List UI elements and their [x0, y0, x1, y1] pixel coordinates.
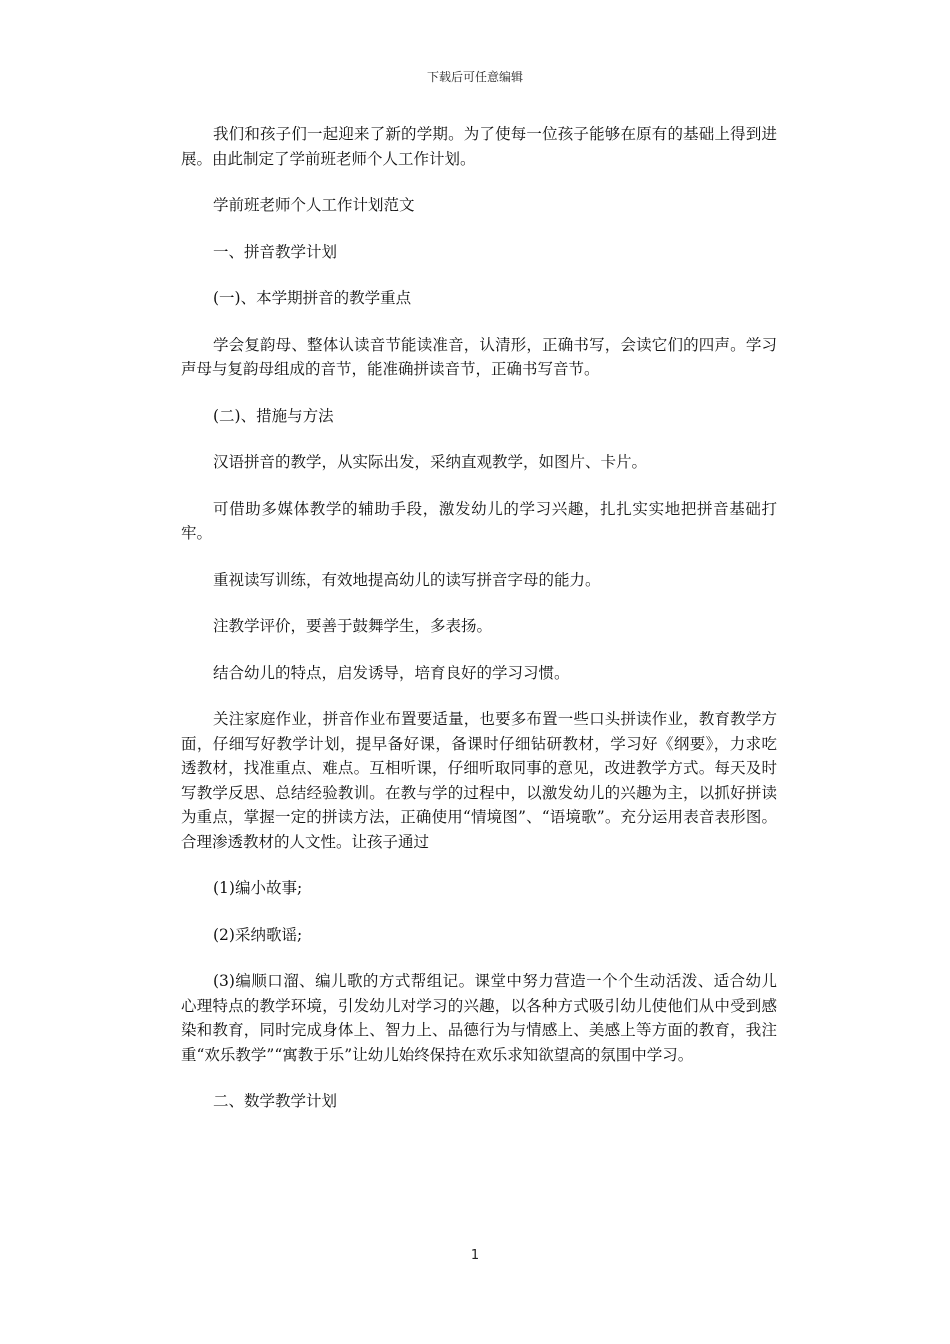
paragraph-method-5: 结合幼儿的特点，启发诱导，培育良好的学习习惯。	[213, 663, 570, 682]
list-item-rhymes: (3)编顺口溜、编儿歌的方式帮组记。课堂中努力营造一个个生动活泼、适合幼儿心理特点的教学环境，引发幼儿对学习的兴趣，以各种方式吸引幼儿使他们从中受到感染和教育，同时完成身体上、智力上、品德行为与情感上、美感上等方面的教育，我注重“欢乐教学”“寓教于乐”让幼儿始终保持在欢乐求知欲望高的氛围中学习。	[181, 972, 777, 1064]
list-item-stories: (1)编小故事;	[213, 879, 303, 897]
paragraph-homework: 关注家庭作业，拼音作业布置要适量，也要多布置一些口头拼读作业，教育教学方面，仔细写好教学计划，提早备好课，备课时仔细钻研教材，学习好《纲要》，力求吃透教材，找准重点、难点。互相听课，仔细听取同事的意见，改进教学方式。每天及时写教学反思、总结经验教训。在教与学的过程中，以激发幼儿的兴趣为主，以抓好拼读为重点，掌握一定的拼读方法，正确使用“情境图”、“语境歌”。充分运用表音表形图。合理渗透教材的人文性。让孩子通过	[181, 710, 777, 851]
subsection-heading-methods: (二)、措施与方法	[213, 406, 334, 425]
paragraph-method-4: 注教学评价，要善于鼓舞学生，多表扬。	[213, 617, 493, 635]
paragraph-method-3: 重视读写训练，有效地提高幼儿的读写拼音字母的能力。	[213, 570, 601, 589]
paragraph-method-2: 可借助多媒体教学的辅助手段，激发幼儿的学习兴趣，扎扎实实地把拼音基础打牢。	[181, 499, 777, 542]
document-title: 学前班老师个人工作计划范文	[213, 196, 415, 214]
intro-paragraph: 我们和孩子们一起迎来了新的学期。为了使每一位孩子能够在原有的基础上得到进展。由此制定了学前班老师个人工作计划。	[181, 125, 777, 168]
page-number: 1	[470, 1248, 480, 1263]
paragraph-method-1: 汉语拼音的教学，从实际出发，采纳直观教学，如图片、卡片。	[213, 453, 648, 471]
document-body	[181, 122, 777, 1136]
page-header: 下载后可任意编辑	[426, 70, 523, 84]
subsection-heading-focus: (一)、本学期拼音的教学重点	[213, 289, 412, 307]
paragraph-focus: 学会复韵母、整体认读音节能读准音，认清形，正确书写，会读它们的四声。学习声母与复韵母组成的音节，能准确拼读音节，正确书写音节。	[181, 335, 777, 378]
section-heading-math: 二、数学教学计划	[213, 1092, 338, 1110]
list-item-songs: (2)采纳歌谣;	[213, 925, 303, 944]
section-heading-pinyin: 一、拼音教学计划	[213, 242, 338, 261]
